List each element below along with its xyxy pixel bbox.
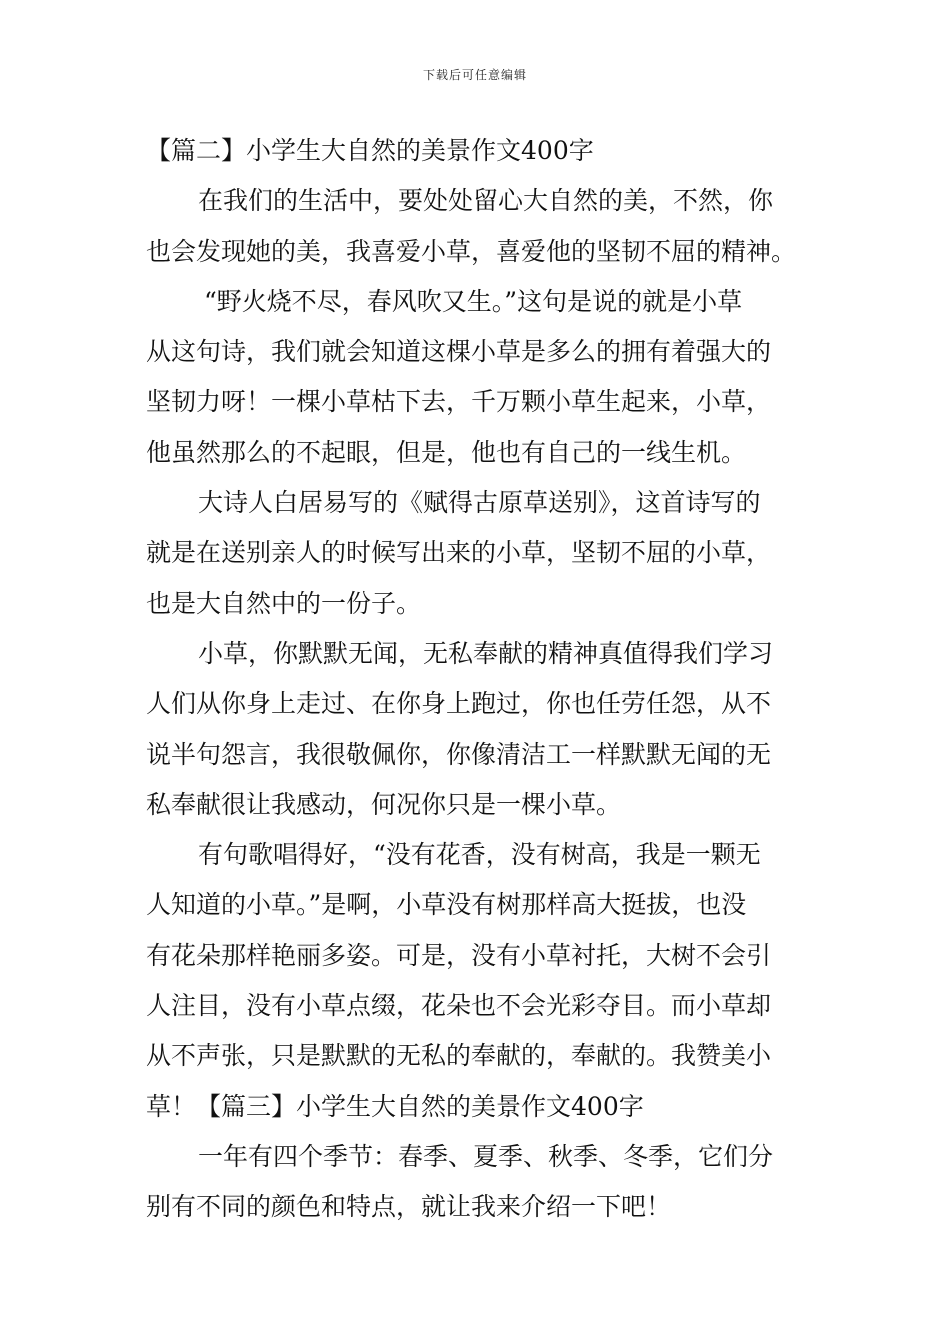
page-header-note: 下载后可任意编辑 xyxy=(422,68,527,82)
text-line: 有花朵那样艳丽多姿。可是，没有小草衬托，大树不会引 xyxy=(146,940,772,970)
text-line: 私奉献很让我感动，何况你只是一棵小草。 xyxy=(146,789,622,819)
text-line: 说半句怨言，我很敬佩你，你像清洁工一样默默无闻的无 xyxy=(146,739,772,769)
text-line: 人注目，没有小草点缀，花朵也不会光彩夺目。而小草却 xyxy=(146,991,772,1021)
text-line: 有句歌唱得好，“没有花香，没有树高，我是一颗无 xyxy=(198,840,761,870)
text-line: 在我们的生活中，要处处留心大自然的美，不然，你 xyxy=(198,186,774,216)
text-line: 别有不同的颜色和特点，就让我来介绍一下吧！ xyxy=(146,1192,672,1222)
text-line: “野火烧不尽，春风吹又生。”这句是说的就是小草 xyxy=(204,286,743,316)
section-heading: 【篇二】小学生大自然的美景作文400字 xyxy=(146,136,594,165)
text-line: 从不声张，只是默默的无私的奉献的，奉献的。我赞美小 xyxy=(146,1041,772,1071)
text-line: 坚韧力呀！一棵小草枯下去，千万颗小草生起来，小草， xyxy=(146,387,772,417)
text-line: 大诗人白居易写的《赋得古原草送别》，这首诗写的 xyxy=(198,488,761,518)
text-line: 一年有四个季节：春季、夏季、秋季、冬季，它们分 xyxy=(198,1141,774,1171)
text-line: 小草，你默默无闻，无私奉献的精神真值得我们学习 xyxy=(198,638,774,668)
text-line: 人知道的小草。”是啊，小草没有树那样高大挺拔，也没 xyxy=(146,890,747,920)
text-line: 也是大自然中的一份子。 xyxy=(146,588,422,618)
text-line: 人们从你身上走过、在你身上跑过，你也任劳任怨，从不 xyxy=(146,689,772,719)
text-line: 草！【篇三】小学生大自然的美景作文400字 xyxy=(146,1091,644,1121)
text-line: 就是在送别亲人的时候写出来的小草，坚韧不屈的小草， xyxy=(146,538,772,568)
document-body xyxy=(146,126,808,1233)
text-line: 从这句诗，我们就会知道这棵小草是多么的拥有着强大的 xyxy=(146,337,772,367)
text-line: 他虽然那么的不起眼，但是，他也有自己的一线生机。 xyxy=(146,437,747,467)
text-line: 也会发现她的美，我喜爱小草，喜爱他的坚韧不屈的精神。 xyxy=(146,236,797,266)
